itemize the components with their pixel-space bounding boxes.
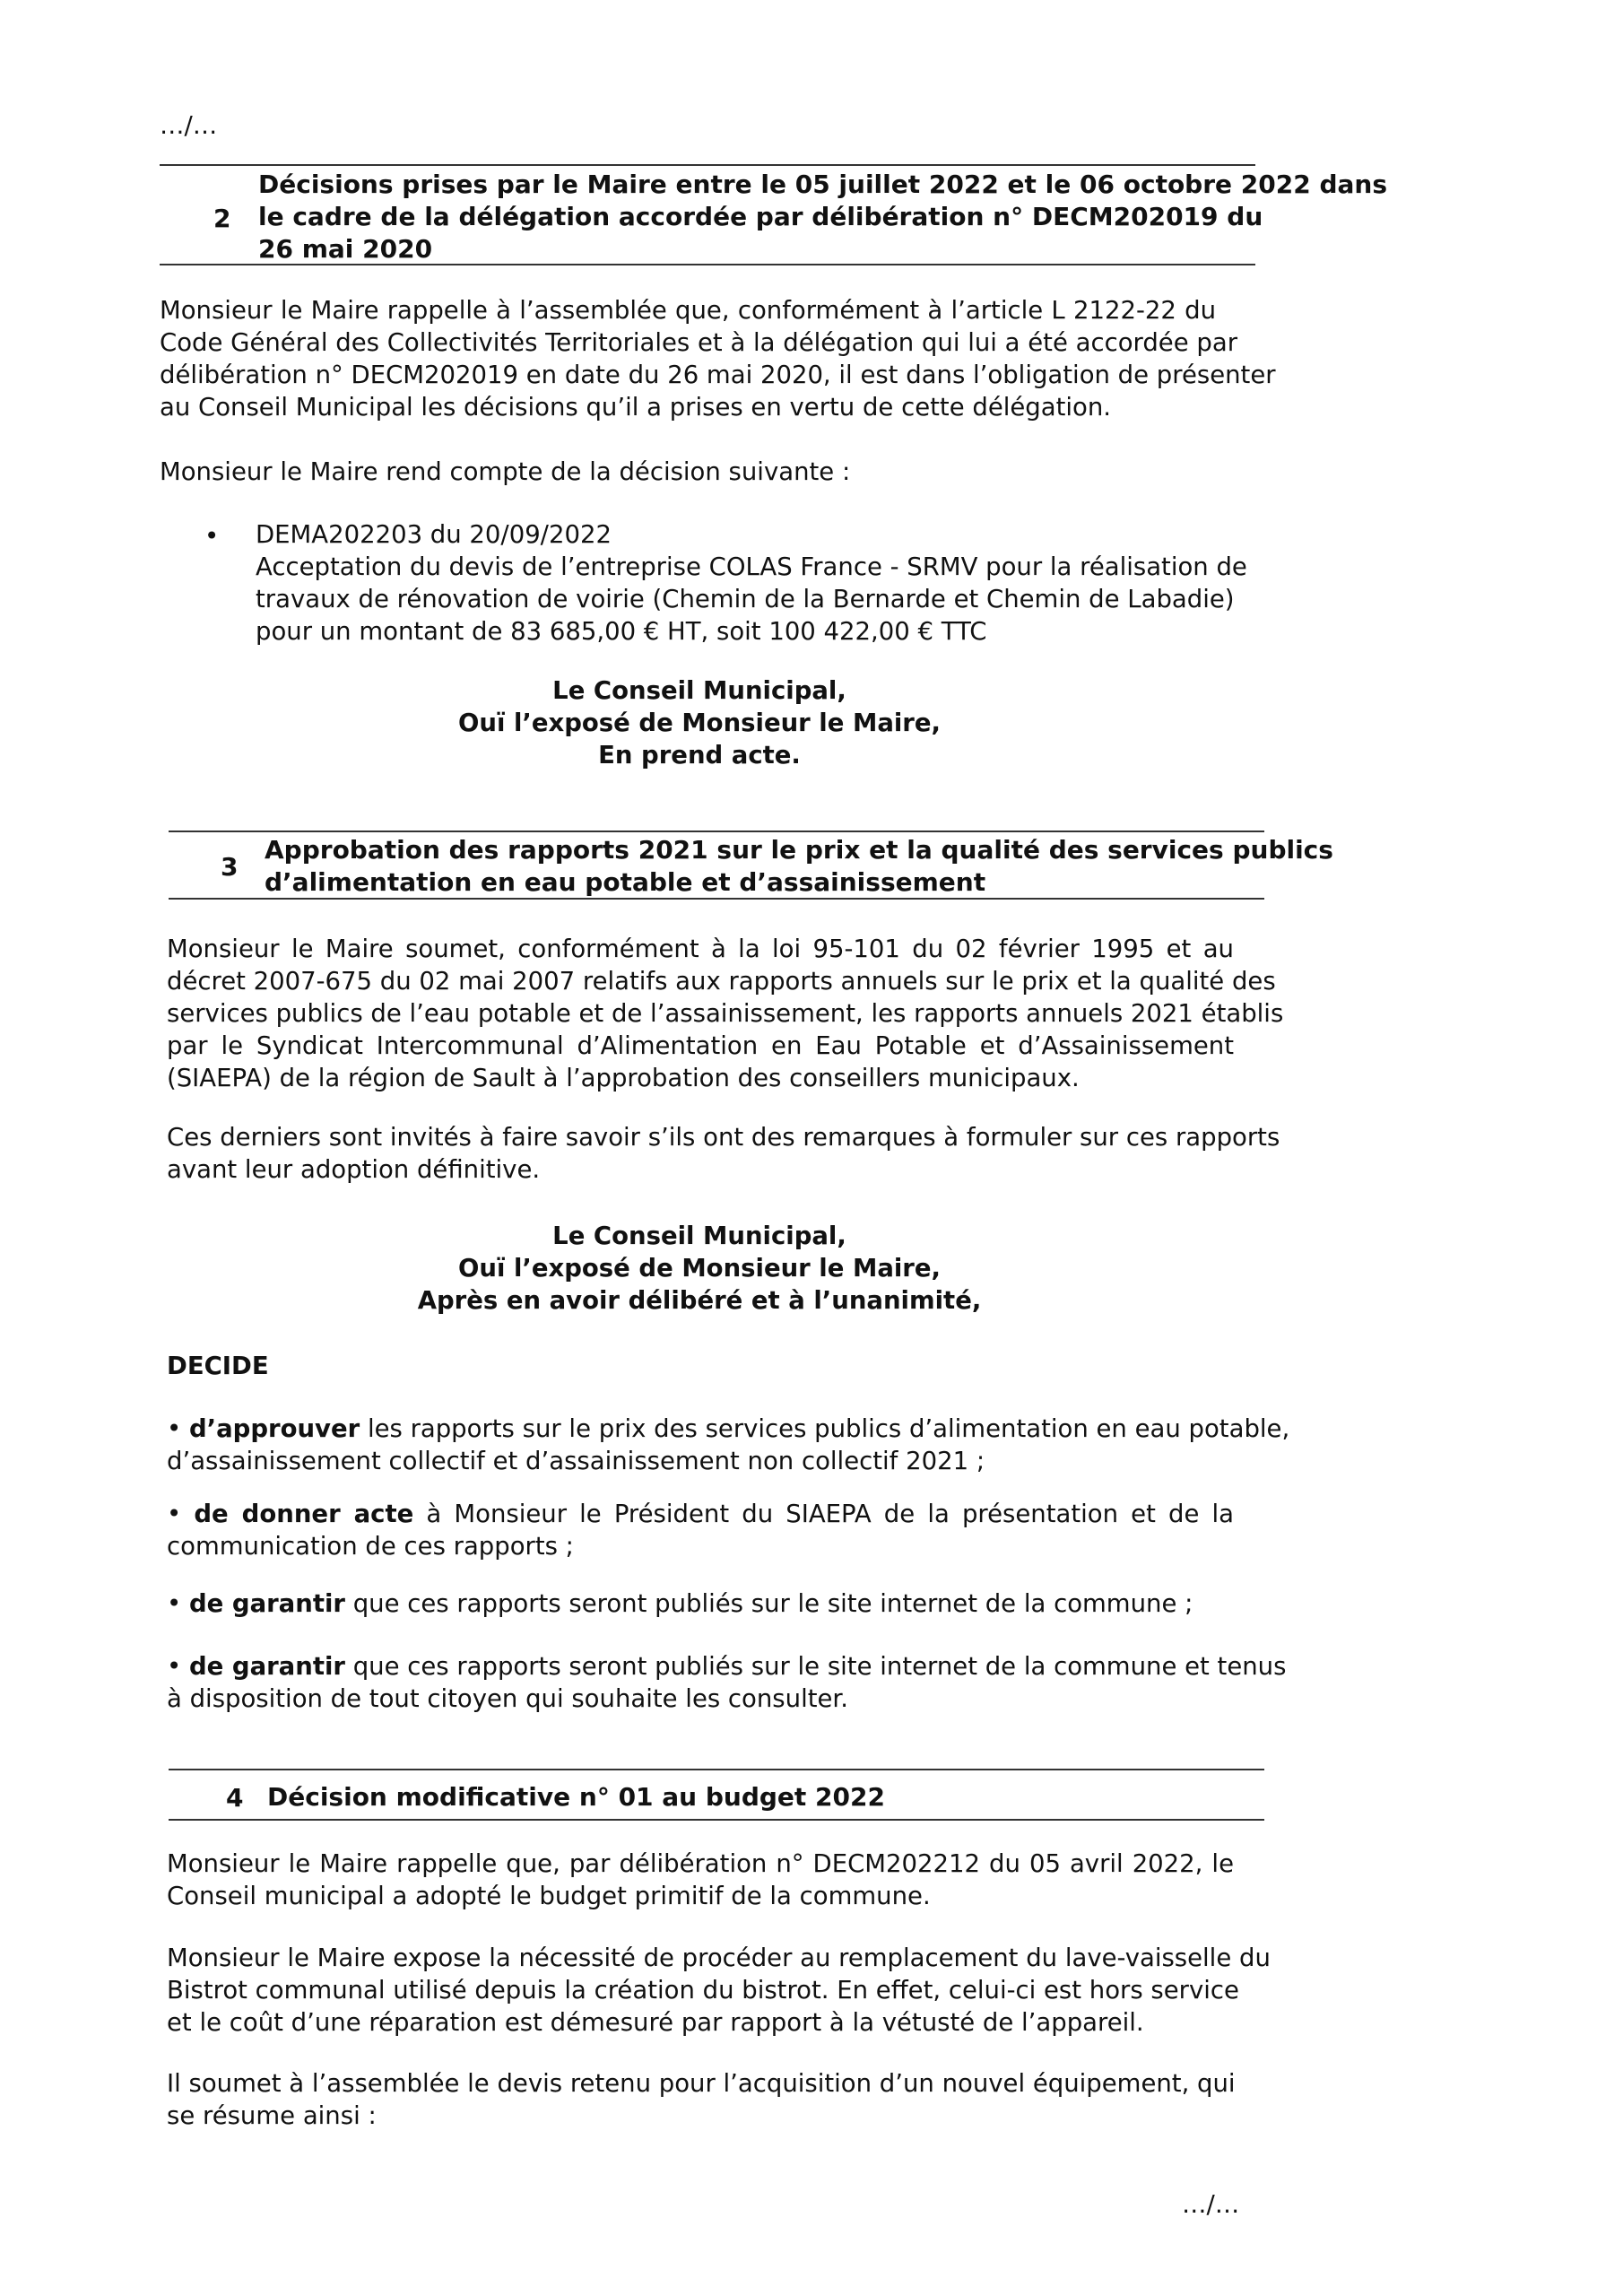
section2-title-line-1: Décisions prises par le Maire entre le 05 juillet 2022 et le 06 octobre 2022 dans <box>258 170 1387 199</box>
decide-bullet-2-line-1: • de donner acte à Monsieur le Président du SIAEPA de la présentation et de la <box>167 1500 1235 1528</box>
decide-bullet-4 <box>167 1650 1287 1715</box>
section4-p1 <box>167 1848 1234 1912</box>
section2-intro-line-2: Code Général des Collectivités Territoriales et à la délégation qui lui a été accordée par <box>160 328 1237 357</box>
section4-rule-bottom <box>169 1819 1264 1821</box>
decide-label: DECIDE <box>167 1352 269 1380</box>
section3-title-line-1: Approbation des rapports 2021 sur le prix et la qualité des services publics <box>265 835 1333 865</box>
section4-p1-line-2: Conseil municipal a adopté le budget primitif de la commune. <box>167 1882 931 1910</box>
section3-invite <box>167 1121 1280 1186</box>
section4-p2-line-3: et le coût d’une réparation est démesuré par rapport à la vétusté de l’appareil. <box>167 2008 1144 2037</box>
section2-decision <box>256 518 1247 648</box>
section2-rule-bottom <box>160 264 1255 265</box>
section3-body-line-2: décret 2007-675 du 02 mai 2007 relatifs aux rapports annuels sur le prix et la qualité des <box>167 967 1276 996</box>
section3-rule-bottom <box>169 898 1264 900</box>
section2-title <box>258 169 1387 265</box>
section3-invite-line-2: avant leur adoption définitive. <box>167 1155 541 1184</box>
decide-bullet-1 <box>167 1413 1290 1477</box>
conclusion-line-2: Ouï l’exposé de Monsieur le Maire, <box>458 709 941 737</box>
section4-p3-line-2: se résume ainsi : <box>167 2101 377 2130</box>
header-continuation: …/… <box>160 111 218 140</box>
section4-p3-line-1: Il soumet à l’assemblée le devis retenu pour l’acquisition d’un nouvel équipement, qui <box>167 2069 1236 2098</box>
section4-p2 <box>167 1942 1271 2039</box>
bullet-dot: • <box>204 522 220 551</box>
section3-conclusion-line-2: Ouï l’exposé de Monsieur le Maire, <box>458 1254 941 1283</box>
section2-intro-line-4: au Conseil Municipal les décisions qu’il a prises en vertu de cette délégation. <box>160 393 1112 422</box>
decide-bullet-3-line-1: • de garantir que ces rapports seront publiés sur le site internet de la commune ; <box>167 1589 1193 1618</box>
section2-title-line-3: 26 mai 2020 <box>258 234 433 264</box>
section2-rule-top <box>160 164 1255 166</box>
decide-bullet-1-line-1: • d’approuver les rapports sur le prix des services publics d’alimentation en eau potable, <box>167 1414 1290 1443</box>
section4-title: Décision modificative n° 01 au budget 2022 <box>267 1782 885 1812</box>
section3-body-line-4: par le Syndicat Intercommunal d’Alimentation en Eau Potable et d’Assainissement <box>167 1031 1234 1060</box>
section4-p3 <box>167 2067 1234 2132</box>
section3-conclusion <box>359 1220 1040 1317</box>
conclusion-line-3: En prend acte. <box>598 741 801 770</box>
decision-line-3: pour un montant de 83 685,00 € HT, soit 100 422,00 € TTC <box>256 617 987 646</box>
section3-conclusion-line-3: Après en avoir délibéré et à l’unanimité, <box>417 1286 982 1315</box>
section2-number: 2 <box>213 204 231 233</box>
section2-intro-line-3: délibération n° DECM202019 en date du 26 mai 2020, il est dans l’obligation de présenter <box>160 361 1276 389</box>
conclusion-line-1: Le Conseil Municipal, <box>552 676 846 705</box>
section2-intro <box>160 294 1276 423</box>
section3-body-line-5: (SIAEPA) de la région de Sault à l’approbation des conseillers municipaux. <box>167 1064 1080 1092</box>
decide-bullet-1-line-2: d’assainissement collectif et d’assainissement non collectif 2021 ; <box>167 1447 985 1475</box>
section2-intro-line-1: Monsieur le Maire rappelle à l’assemblée que, conformément à l’article L 2122-22 du <box>160 296 1216 325</box>
section4-p1-line-1: Monsieur le Maire rappelle que, par délibération n° DECM202212 du 05 avril 2022, le <box>167 1849 1234 1878</box>
section3-body-line-3: services publics de l’eau potable et de l’assainissement, les rapports annuels 2021 établis <box>167 999 1284 1028</box>
decide-bullet-2-line-2: communication de ces rapports ; <box>167 1532 574 1561</box>
decide-bullet-4-line-2: à disposition de tout citoyen qui souhaite les consulter. <box>167 1684 848 1713</box>
section3-body <box>167 933 1284 1094</box>
section3-title-line-2: d’alimentation en eau potable et d’assainissement <box>265 867 986 897</box>
decide-bullet-3 <box>167 1587 1193 1620</box>
section4-number: 4 <box>226 1783 244 1813</box>
section3-rule-top <box>169 831 1264 832</box>
section4-p2-line-2: Bistrot communal utilisé depuis la création du bistrot. En effet, celui-ci est hors service <box>167 1976 1239 2005</box>
decide-bullet-4-line-1: • de garantir que ces rapports seront publiés sur le site internet de la commune et tenus <box>167 1652 1287 1681</box>
section3-number: 3 <box>221 852 239 882</box>
decision-line-1: Acceptation du devis de l’entreprise COLAS France - SRMV pour la réalisation de <box>256 552 1247 581</box>
decide-bullet-2 <box>167 1498 1234 1562</box>
section2-report: Monsieur le Maire rend compte de la décision suivante : <box>160 457 851 486</box>
section3-title <box>265 834 1333 899</box>
decision-ref: DEMA202203 du 20/09/2022 <box>256 520 612 549</box>
section3-conclusion-line-1: Le Conseil Municipal, <box>552 1222 846 1250</box>
section2-conclusion <box>359 674 1040 771</box>
section3-invite-line-1: Ces derniers sont invités à faire savoir s’ils ont des remarques à formuler sur ces rapports <box>167 1123 1280 1152</box>
decision-line-2: travaux de rénovation de voirie (Chemin de la Bernarde et Chemin de Labadie) <box>256 585 1235 613</box>
section2-title-line-2: le cadre de la délégation accordée par délibération n° DECM202019 du <box>258 202 1263 231</box>
section4-p2-line-1: Monsieur le Maire expose la nécessité de procéder au remplacement du lave-vaisselle du <box>167 1944 1271 1972</box>
section4-rule-top <box>169 1769 1264 1770</box>
section3-body-line-1: Monsieur le Maire soumet, conformément à la loi 95-101 du 02 février 1995 et au <box>167 935 1234 963</box>
footer-continuation: …/… <box>1182 2190 1240 2219</box>
